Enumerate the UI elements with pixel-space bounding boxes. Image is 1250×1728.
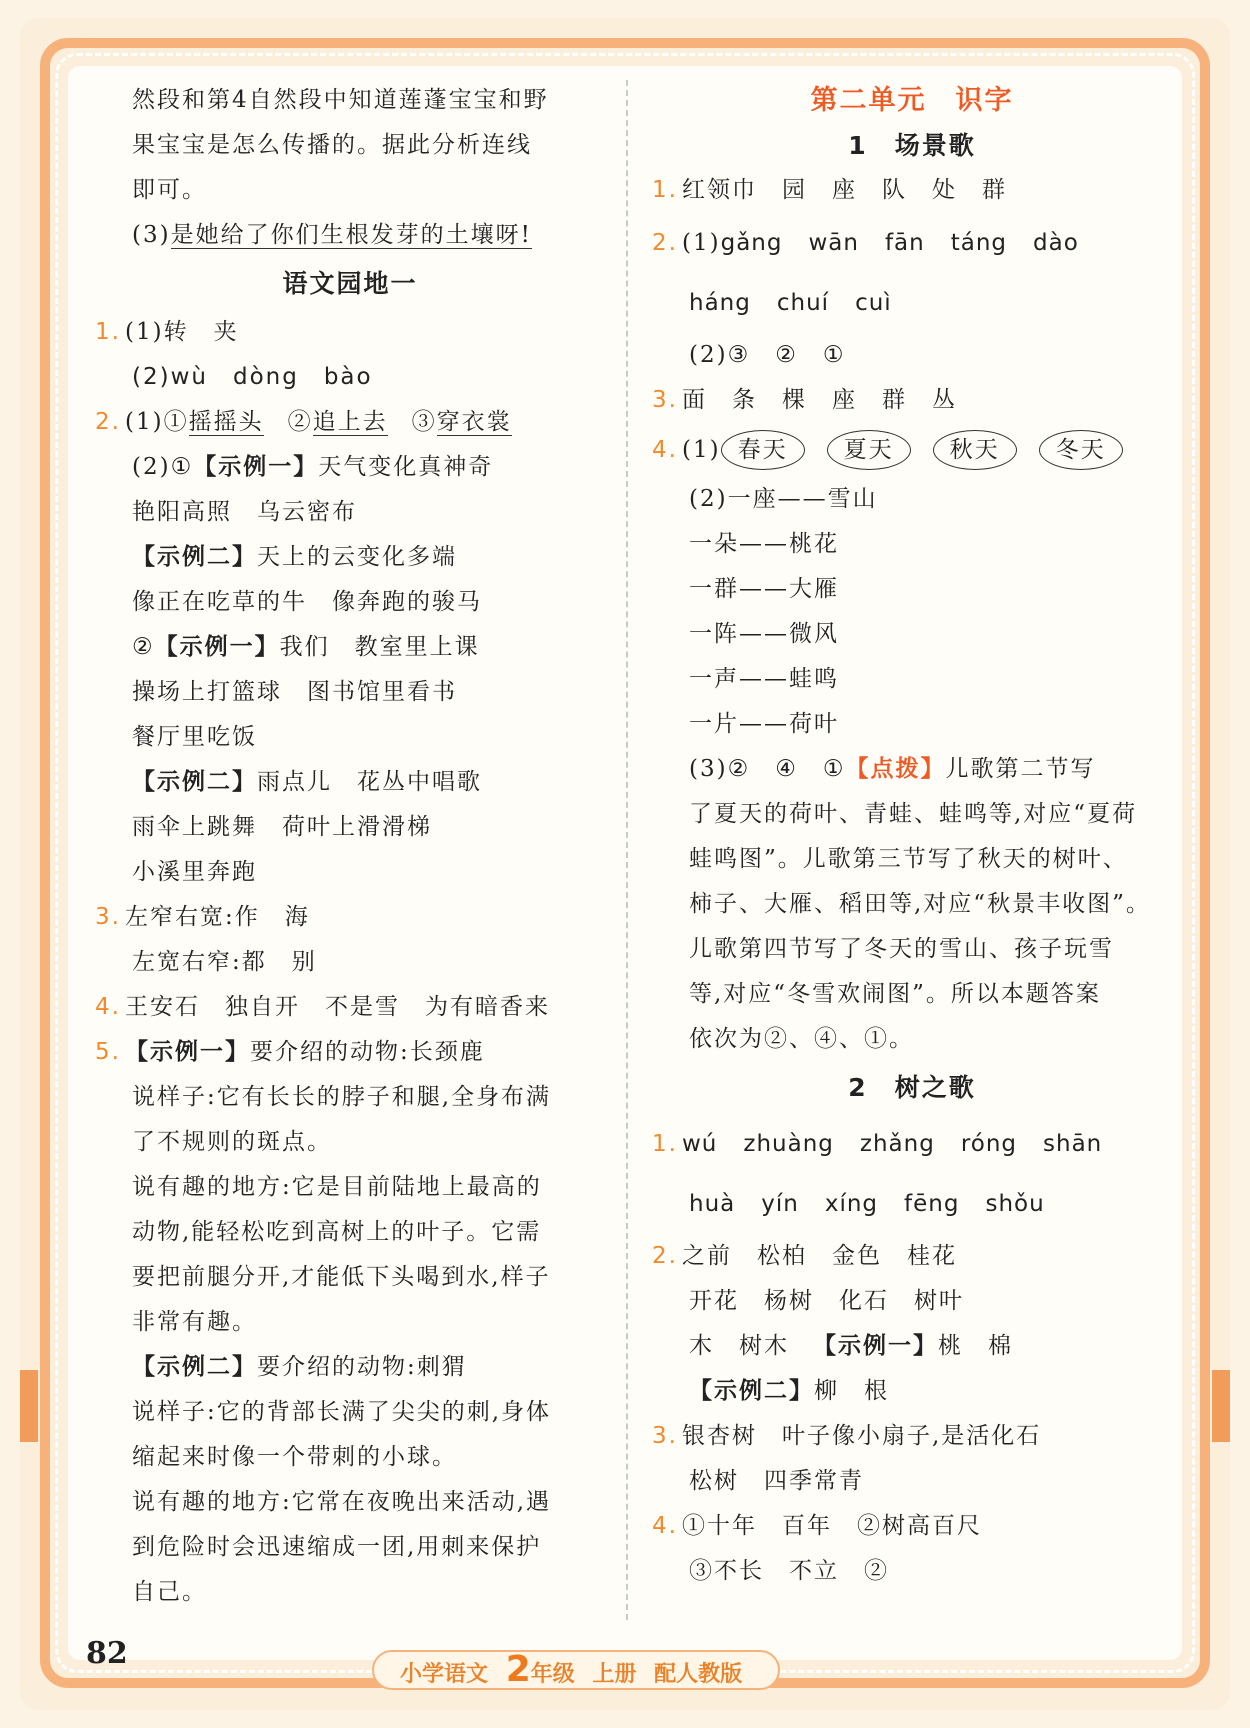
answer-line: 即可。 bbox=[132, 177, 207, 203]
answer-line: 1. (1)转 夹 bbox=[95, 310, 605, 355]
answer-line: 到危险时会迅速缩成一团,用刺来保护 bbox=[132, 1534, 542, 1560]
answer-line: (3)② ④ ①【点拨】儿歌第二节写 bbox=[689, 756, 1096, 782]
unit-title: 第二单元 识字 bbox=[810, 85, 1014, 116]
book-footer bbox=[372, 1650, 780, 1690]
answer-line: 1. 红领巾 园 座 队 处 群 bbox=[652, 177, 1007, 203]
answer-line: 开花 杨树 化石 树叶 bbox=[689, 1288, 964, 1314]
answer-line: 4. 王安石 独自开 不是雪 为有暗香来 bbox=[95, 994, 550, 1020]
example-label: 【示例二】 bbox=[132, 769, 257, 795]
footer-term: 上册 bbox=[592, 1662, 637, 1687]
footer-grade-number: 2 bbox=[505, 1649, 531, 1690]
answer-line: 雨伞上跳舞 荷叶上滑滑梯 bbox=[132, 814, 432, 840]
lesson-title: 2 树之歌 bbox=[848, 1073, 976, 1102]
answer-line: (2)wù dòng bào bbox=[132, 364, 373, 390]
answer-line: 说有趣的地方:它是目前陆地上最高的 bbox=[132, 1174, 542, 1200]
answer-line: 左宽右窄:都 别 bbox=[132, 949, 317, 975]
answer-line: 2. 之前 松柏 金色 桂花 bbox=[652, 1243, 957, 1269]
footer-edition: 配人教版 bbox=[654, 1662, 743, 1687]
example-label: 【示例一】 bbox=[125, 1039, 250, 1065]
answer-line: (2)③ ② ① bbox=[689, 342, 846, 368]
answer-line: (2)一座——雪山 bbox=[689, 486, 878, 512]
lesson-title: 1 场景歌 bbox=[848, 131, 976, 160]
footer-subject: 小学语文 bbox=[400, 1662, 489, 1687]
answer-line: 一阵——微风 bbox=[689, 621, 839, 647]
answer-line: 餐厅里吃饭 bbox=[132, 724, 257, 750]
answer-line: 说样子:它的背部长满了尖尖的刺,身体 bbox=[132, 1399, 552, 1425]
answer-line: 【示例二】雨点儿 花丛中唱歌 bbox=[132, 769, 482, 795]
answer-line: 【示例二】天上的云变化多端 bbox=[132, 544, 457, 570]
answer-line: (3)是她给了你们生根发芽的土壤呀! bbox=[132, 222, 532, 248]
answer-line: ③不长 不立 ② bbox=[689, 1558, 889, 1584]
example-label: 【示例二】 bbox=[132, 544, 257, 570]
answer-line: 松树 四季常青 bbox=[689, 1468, 864, 1494]
answer-line: 2. (1)①摇摇头 ②追上去 ③穿衣裳 bbox=[95, 409, 512, 435]
example-label: 【示例一】 bbox=[154, 634, 280, 660]
answer-line: 自己。 bbox=[132, 1579, 207, 1605]
right-side-tab bbox=[1212, 1370, 1230, 1442]
example-label: 【示例二】 bbox=[132, 1354, 257, 1380]
example-label: 【示例一】 bbox=[193, 454, 319, 480]
answer-line: 【示例二】柳 根 bbox=[689, 1378, 889, 1404]
circled-word: 秋天 bbox=[933, 430, 1017, 470]
pinyin-line: huà yín xíng fēng shǒu bbox=[689, 1191, 1045, 1217]
left-column bbox=[95, 78, 605, 1615]
answer-line: 3. 银杏树 叶子像小扇子,是活化石 bbox=[652, 1423, 1042, 1449]
answer-line: 等,对应“冬雪欢闹图”。所以本题答案 bbox=[689, 981, 1101, 1007]
underlined-answer: 是她给了你们生根发芽的土壤呀! bbox=[170, 222, 532, 248]
answer-line: 4. ①十年 百年 ②树高百尺 bbox=[652, 1513, 982, 1539]
answer-line: 操场上打篮球 图书馆里看书 bbox=[132, 679, 457, 705]
answer-line: 木 树木 【示例一】桃 棉 bbox=[689, 1333, 1013, 1359]
circled-word: 冬天 bbox=[1039, 430, 1123, 470]
answer-line: 缩起来时像一个带刺的小球。 bbox=[132, 1444, 457, 1470]
circled-word: 夏天 bbox=[827, 430, 911, 470]
circled-word: 春天 bbox=[721, 430, 805, 470]
answer-line: 4. (1) 春天 夏天 秋天 冬天 bbox=[652, 423, 1172, 477]
footer-grade: 年级 bbox=[530, 1662, 575, 1687]
example-label: 【示例一】 bbox=[813, 1333, 938, 1359]
right-column bbox=[652, 78, 1172, 1594]
underlined-answer: 追上去 bbox=[312, 409, 388, 435]
column-divider bbox=[626, 80, 628, 1620]
answer-line: 小溪里奔跑 bbox=[132, 859, 257, 885]
underlined-answer: 穿衣裳 bbox=[436, 409, 512, 435]
answer-line: 说样子:它有长长的脖子和腿,全身布满 bbox=[132, 1084, 552, 1110]
example-label: 【示例二】 bbox=[689, 1378, 814, 1404]
answer-line: 5. 【示例一】要介绍的动物:长颈鹿 bbox=[95, 1039, 485, 1065]
answer-line: 说有趣的地方:它常在夜晚出来活动,遇 bbox=[132, 1489, 552, 1515]
answer-line: 了不规则的斑点。 bbox=[132, 1129, 332, 1155]
answer-line: 依次为②、④、①。 bbox=[689, 1026, 914, 1052]
answer-line: 动物,能轻松吃到高树上的叶子。它需 bbox=[132, 1219, 542, 1245]
answer-line: ②【示例一】我们 教室里上课 bbox=[132, 634, 480, 660]
answer-line: 艳阳高照 乌云密布 bbox=[132, 499, 357, 525]
page-number: 82 bbox=[86, 1636, 128, 1671]
answer-line: 像正在吃草的牛 像奔跑的骏马 bbox=[132, 589, 482, 615]
answer-line: 一群——大雁 bbox=[689, 576, 839, 602]
answer-line: 一片——荷叶 bbox=[689, 711, 839, 737]
question-number: 1. bbox=[95, 319, 121, 345]
underlined-answer: 摇摇头 bbox=[188, 409, 264, 435]
answer-line: 一声——蛙鸣 bbox=[689, 666, 839, 692]
answer-line: 蛙鸣图”。儿歌第三节写了秋天的树叶、 bbox=[689, 846, 1128, 872]
answer-line: 一朵——桃花 bbox=[689, 531, 839, 557]
answer-line: 3. 左窄右宽:作 海 bbox=[95, 904, 310, 930]
left-side-tab bbox=[20, 1370, 38, 1442]
tip-label: 【点拨】 bbox=[845, 756, 946, 782]
answer-line: 儿歌第四节写了冬天的雪山、孩子玩雪 bbox=[689, 936, 1114, 962]
answer-line: 果宝宝是怎么传播的。据此分析连线 bbox=[132, 132, 532, 158]
answer-line: 3. 面 条 棵 座 群 丛 bbox=[652, 387, 957, 413]
answer-line: 【示例二】要介绍的动物:刺猬 bbox=[132, 1354, 467, 1380]
pinyin-line: háng chuí cuì bbox=[689, 290, 892, 316]
answer-line: (2)①【示例一】天气变化真神奇 bbox=[132, 454, 494, 480]
pinyin-line: 1. wú zhuàng zhǎng róng shān bbox=[652, 1131, 1103, 1157]
answer-line: 柿子、大雁、稻田等,对应“秋景丰收图”。 bbox=[689, 891, 1151, 917]
section-title: 语文园地一 bbox=[282, 269, 418, 298]
pinyin-line: 2. (1)gǎng wān fān táng dào bbox=[652, 230, 1079, 256]
answer-line: 然段和第4自然段中知道莲蓬宝宝和野 bbox=[132, 87, 549, 113]
answer-line: 要把前腿分开,才能低下头喝到水,样子 bbox=[132, 1264, 551, 1290]
answer-line: 非常有趣。 bbox=[132, 1309, 257, 1335]
answer-line: 了夏天的荷叶、青蛙、蛙鸣等,对应“夏荷 bbox=[689, 801, 1138, 827]
